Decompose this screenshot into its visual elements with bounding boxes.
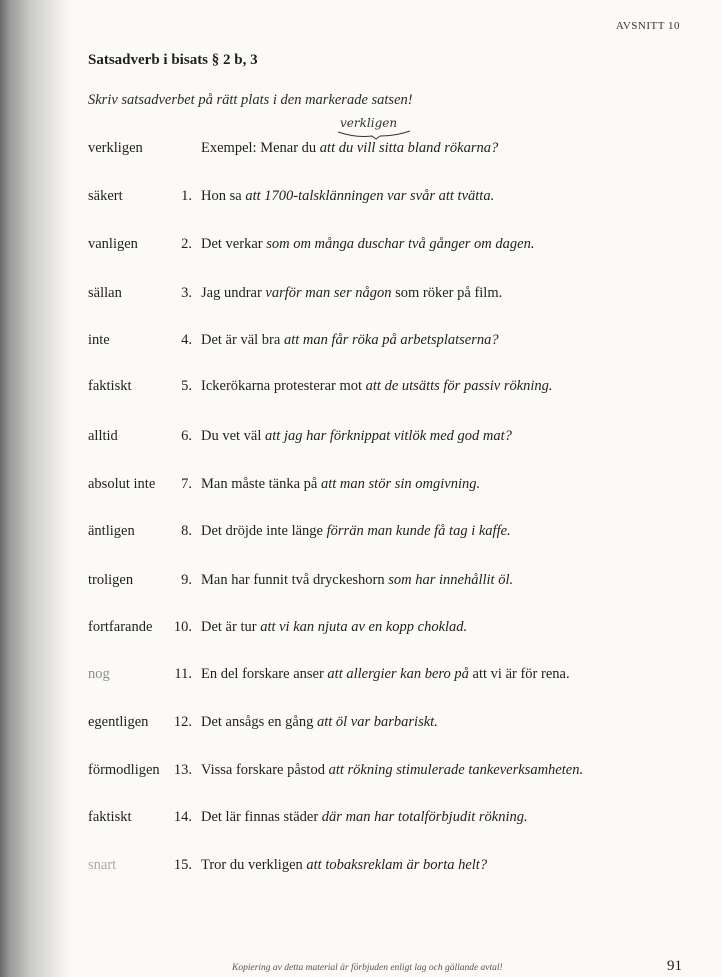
exercise-row: [0, 285, 722, 307]
marked-clause: att vi kan njuta av en kopp choklad.: [260, 619, 468, 635]
sentence-trail: som röker på film.: [391, 285, 503, 301]
sentence-lead: Vissa forskare påstod: [201, 762, 329, 778]
exercise-adverb: säkert: [88, 188, 123, 204]
page-title: Satsadverb i bisats § 2 b, 3: [88, 52, 258, 68]
marked-clause: varför man ser någon: [265, 285, 392, 301]
sentence-lead: Ickerökarna protesterar mot: [201, 378, 366, 394]
exercise-sentence: [201, 332, 499, 349]
marked-clause: förrän man kunde få tag i kaffe.: [326, 523, 511, 539]
exercise-row: [0, 619, 722, 641]
sentence-lead: Du vet väl: [201, 428, 266, 444]
exercise-number: 8.: [181, 523, 192, 539]
exercise-number: 1.: [181, 188, 192, 204]
sentence-lead: Man har funnit två dryckeshorn: [201, 572, 389, 588]
sentence-lead: Man måste tänka på: [201, 476, 321, 492]
sentence-lead: Hon sa: [201, 188, 246, 204]
exercise-row: [0, 332, 722, 354]
example-row: [0, 140, 722, 162]
example-lead: Exempel: Menar du: [201, 140, 320, 156]
marked-clause: att de utsätts för passiv rökning.: [365, 378, 553, 394]
example-adverb: verkligen: [88, 140, 143, 156]
exercise-sentence: [201, 523, 511, 540]
sentence-lead: En del forskare anser: [201, 666, 328, 682]
marked-clause: att man får röka på arbetsplatserna?: [283, 332, 499, 348]
exercise-adverb: förmodligen: [88, 762, 160, 778]
exercise-number: 13.: [173, 762, 192, 778]
marked-clause: att man stör sin omgivning.: [321, 476, 481, 492]
handwritten-caret-mark: [336, 130, 412, 140]
marked-clause: att allergier kan bero på: [327, 666, 469, 682]
sentence-lead: Det är väl bra: [201, 332, 284, 348]
exercise-number: 11.: [174, 666, 192, 682]
exercise-sentence: [201, 236, 534, 253]
page-number: 91: [667, 958, 682, 974]
example-sentence: [201, 140, 498, 157]
exercise-number: 3.: [181, 285, 192, 301]
exercise-adverb: sällan: [88, 285, 122, 301]
exercise-adverb: snart: [88, 857, 117, 873]
exercise-row: [0, 523, 722, 545]
exercise-row: [0, 476, 722, 498]
example-clause: att du vill sitta bland rökarna?: [319, 140, 499, 156]
exercise-adverb: fortfarande: [88, 619, 153, 635]
sentence-lead: Det är tur: [201, 619, 261, 635]
marked-clause: där man har totalförbjudit rökning.: [321, 809, 528, 825]
exercise-sentence: [201, 188, 494, 205]
exercise-adverb: faktiskt: [88, 378, 132, 394]
sentence-lead: Det dröjde inte länge: [201, 523, 327, 539]
sentence-lead: Det verkar: [201, 236, 267, 252]
exercise-row: [0, 809, 722, 831]
exercise-row: [0, 857, 722, 879]
exercise-sentence: [201, 809, 528, 826]
exercise-sentence: [201, 714, 438, 731]
exercise-adverb: egentligen: [88, 714, 149, 730]
marked-clause: som om många duschar två gånger om dagen.: [266, 236, 535, 252]
sentence-lead: Jag undrar: [201, 285, 266, 301]
exercise-number: 14.: [173, 809, 192, 825]
exercise-number: 4.: [181, 332, 192, 348]
exercise-row: [0, 714, 722, 736]
exercise-number: 12.: [173, 714, 192, 730]
exercise-adverb: troligen: [88, 572, 134, 588]
copyright-notice: Kopiering av detta material är förbjuden enligt lag och gällande avtal!: [232, 963, 503, 973]
exercise-row: [0, 428, 722, 450]
exercise-row: [0, 572, 722, 594]
exercise-sentence: [201, 572, 513, 589]
instruction-text: Skriv satsadverbet på rätt plats i den markerade satsen!: [88, 92, 413, 108]
exercise-adverb: nog: [88, 666, 110, 682]
exercise-sentence: [201, 666, 570, 683]
sentence-lead: Tror du verkligen: [201, 857, 307, 873]
exercise-number: 10.: [173, 619, 192, 635]
exercise-adverb: äntligen: [88, 523, 135, 539]
marked-clause: att jag har förknippat vitlök med god mat?: [265, 428, 512, 444]
exercise-number: 6.: [181, 428, 192, 444]
marked-clause: att tobaksreklam är borta helt?: [306, 857, 488, 873]
exercise-number: 2.: [181, 236, 192, 252]
exercise-adverb: faktiskt: [88, 809, 132, 825]
exercise-sentence: [201, 428, 512, 445]
sentence-lead: Det ansågs en gång: [201, 714, 317, 730]
exercise-row: [0, 666, 722, 688]
exercise-sentence: [201, 378, 553, 395]
exercise-sentence: [201, 619, 467, 636]
exercise-row: [0, 762, 722, 784]
exercise-row: [0, 236, 722, 258]
exercise-adverb: alltid: [88, 428, 118, 444]
exercise-sentence: [201, 476, 480, 493]
exercise-number: 7.: [181, 476, 192, 492]
exercise-sentence: [201, 762, 583, 779]
exercise-row: [0, 188, 722, 210]
exercise-row: [0, 378, 722, 400]
exercise-adverb: absolut inte: [88, 476, 156, 492]
exercise-number: 15.: [173, 857, 192, 873]
marked-clause: att öl var barbariskt.: [316, 714, 438, 730]
exercise-number: 5.: [181, 378, 192, 394]
marked-clause: att 1700-talsklänningen var svår att tvätta.: [245, 188, 495, 204]
marked-clause: som har innehållit öl.: [388, 572, 514, 588]
sentence-lead: Det lär finnas städer: [201, 809, 322, 825]
exercise-sentence: [201, 857, 487, 874]
handwritten-annotation: verkligen: [340, 116, 398, 130]
exercise-adverb: inte: [88, 332, 110, 348]
exercise-adverb: vanligen: [88, 236, 138, 252]
section-label: AVSNITT 10: [615, 20, 680, 32]
exercise-sentence: [201, 285, 502, 302]
sentence-trail: att vi är för rena.: [468, 666, 570, 682]
marked-clause: att rökning stimulerade tankeverksamheten.: [328, 762, 584, 778]
exercise-number: 9.: [181, 572, 192, 588]
